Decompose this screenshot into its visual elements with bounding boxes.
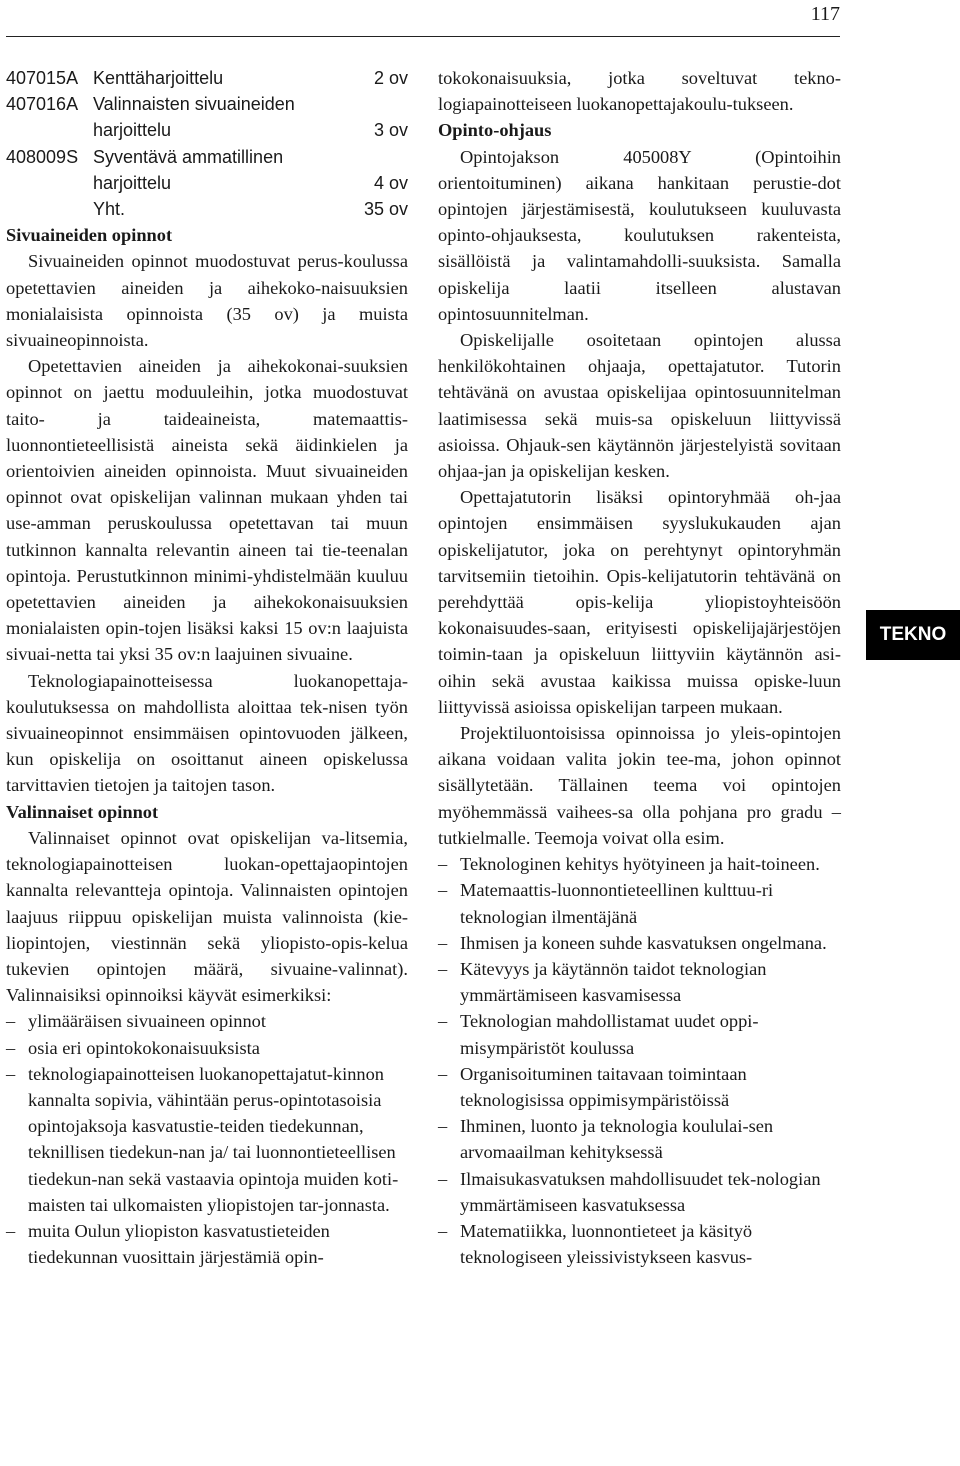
page-number: 117 (810, 3, 840, 25)
heading-valinnaiset-opinnot: Valinnaiset opinnot (6, 801, 159, 822)
course-name: Valinnaisten sivuaineiden (93, 94, 295, 115)
total-row (6, 196, 408, 222)
course-code: 407015A (6, 68, 79, 88)
course-credits: 4 ov (373, 172, 408, 193)
paragraph: Teknologiapainotteisessa luokanopettaja-koulutuksessa on mahdollista aloittaa tek-nisen työn sivuaineopinnot ensimmäisen opintovuoden jälkeen, kun opiskelija on osoittanut aineen opiskelussa tarvittavien tietojen ja taitojen tason. (6, 670, 408, 796)
course-name: Kenttäharjoittelu (93, 68, 224, 88)
header-rule (6, 36, 840, 37)
list-item: – Teknologian mahdollistamat uudet oppi-misympäristöt koulussa (438, 1008, 841, 1060)
list-item: – muita Oulun yliopiston kasvatustieteiden tiedekunnan vuosittain järjestämiä opin- (6, 1218, 408, 1270)
list-item: – ylimääräisen sivuaineen opinnot (6, 1008, 408, 1034)
course-name-cont: harjoittelu (93, 172, 172, 193)
section-tab-label: TEKNO (866, 610, 960, 660)
course-row-cont (6, 170, 408, 196)
course-row (6, 65, 408, 91)
list-item: – Kätevyys ja käytännön taidot teknologian ymmärtämiseen kasvamisessa (438, 956, 841, 1008)
list-item: – Ilmaisukasvatuksen mahdollisuudet tek-nologian ymmärtämiseen kasvatuksessa (438, 1166, 841, 1218)
course-name-cont: harjoittelu (93, 120, 172, 141)
list-item: – teknologiapainotteisen luokanopettajatut-kinnon kannalta sopivia, vähintään perus-opintotasoisia opintojaksoja kasvatustie-teiden tiedekunnan, teknillisen tiedekun-nan ja/ tai luonnontieteellisen tiedekun-nan sekä vastaavia opintoja muiden koti-maisten tai ulkomaisten yliopistojen tar-jonnasta. (6, 1061, 408, 1218)
examples-list (6, 1008, 408, 1270)
paragraph: Sivuaineiden opinnot muodostuvat perus-koulussa opetettavien aineiden ja aihekoko-naisuuksien monialaisista opinnoista (35 ov) ja muista sivuaineopinnoista. (6, 251, 408, 351)
list-item: – osia eri opintokokonaisuuksista (6, 1035, 408, 1061)
paragraph: Projektiluontoisissa opinnoissa jo yleis-opintojen aikana voidaan valita jokin tee-ma, johon opinnot sisällytetään. Tällainen teema voi opintojen myöhemmässä vaihees-sa olla pohjana pro gradu –tutkielmalle. Teemoja voivat olla esim. (438, 723, 841, 848)
paragraph: Opetettavien aineiden ja aihekokonai-suuksien opinnot on jaettu moduuleihin, jotka muodostuvat taito- ja taideaineista, matemaattis-luonnontieteellisistä aineista sekä äidinkielen ja orientoivien aineiden opinnoista. Muut sivuaineiden opinnot ovat opiskelijan valinnan mukaan yhden tai use-amman peruskoulussa opetettavan tai muun tutkinnon kannalta relevantin aineen tai tie-teenalan opintoja. Perustutkinnon minimi-yhdistelmään kuuluu opetettavien aineiden ja aihekokonaisuuksien monialaisten opin-tojen lisäksi kaksi 15 ov:n laajuista sivuai-netta tai yksi 35 ov:n laajuinen sivuaine. (6, 356, 408, 665)
right-column (438, 65, 841, 1270)
list-item: – Teknologinen kehitys hyötyineen ja hait-toineen. (438, 851, 841, 877)
course-row (6, 91, 408, 117)
paragraph: Valinnaiset opinnot ovat opiskelijan va-litsemia, teknologiapainotteisen luokan-opettajaopintojen kannalta relevantteja opintoja. Valinnaisten opintojen laajuus riippuu opiskelijan muista valinnoista (kie-liopintojen, viestinnän sekä yliopisto-opis-kelua tukevien opintojen määrä, sivuaine-valinnat). Valinnaisiksi opinnoiksi käyvät esimerkiksi: (6, 827, 408, 1006)
paragraph: Opiskelijalle osoitetaan opintojen alussa henkilökohtainen ohjaaja, opettajatutor. Tutorin tehtävänä on avustaa opiskelijaa opintosuunnitelman laatimisessa sekä muis-sa opiskeluun liittyvissä asioissa. Ohjauk-sen käytännön järjestelyistä sovitaan ohjaa-jan ja opiskelijan kesken. (438, 330, 841, 482)
list-item: – Matemaattis-luonnontieteellinen kulttuu-ri teknologian ilmentäjänä (438, 877, 841, 929)
themes-list (438, 851, 841, 1270)
course-code: 408009S (6, 146, 79, 167)
course-credits: 2 ov (373, 68, 408, 88)
course-row-cont (6, 117, 408, 143)
list-item: – Organisoituminen taitavaan toimintaan teknologisissa oppimisympäristöissä (438, 1061, 841, 1113)
course-name: Syventävä ammatillinen (93, 146, 284, 167)
paragraph: Opettajatutorin lisäksi opintoryhmää oh-jaa opintojen ensimmäisen syyslukukauden ajan opiskelijatutor, joka on perehtynyt opintoryhmän tarvitsemiin tietoihin. Opis-kelijatutorin tehtävänä on perehdyttää opis-kelija yliopistoyhteisöön kokonaisuudes-saan, erityisesti opiskelijajärjestöjen toimin-taan ja opiskeluun liittyviin käytännön asi-oihin sekä avustaa kaikissa muissa opiske-luun liittyvissä asioissa opiskelijan tarpeen mukaan. (438, 487, 841, 717)
course-table (6, 65, 408, 222)
heading-sivuaineiden-opinnot: Sivuaineiden opinnot (6, 225, 173, 246)
list-item: – Ihmisen ja koneen suhde kasvatuksen ongelmana. (438, 930, 841, 956)
total-label: Yht. (93, 199, 126, 220)
paragraph: Opintojakson 405008Y (Opintoihin orientoituminen) aikana hankitaan perustie-dot opintojen järjestämisestä, koulutukseen kuuluvasta opinto-ohjauksesta, koulutuksen rakenteista, sisällöistä ja valintamahdolli-suuksista. Samalla opiskelija laatii itselleen alustavan opintosuunnitelman. (438, 146, 841, 324)
course-row (6, 144, 408, 170)
course-code: 407016A (6, 94, 79, 115)
list-item: – Matematiikka, luonnontieteet ja käsityö teknologiseen yleissivistykseen kasvus- (438, 1218, 841, 1270)
paragraph: tokokonaisuuksia, jotka soveltuvat tekno-logiapainotteiseen luokanopettajakoulu-tukseen. (438, 68, 841, 115)
total-credits: 35 ov (363, 199, 408, 220)
course-credits: 3 ov (373, 120, 408, 141)
heading-opinto-ohjaus: Opinto-ohjaus (438, 120, 552, 141)
list-item: – Ihminen, luonto ja teknologia koululai-sen arvomaailman kehityksessä (438, 1113, 841, 1165)
left-column (6, 65, 408, 1270)
